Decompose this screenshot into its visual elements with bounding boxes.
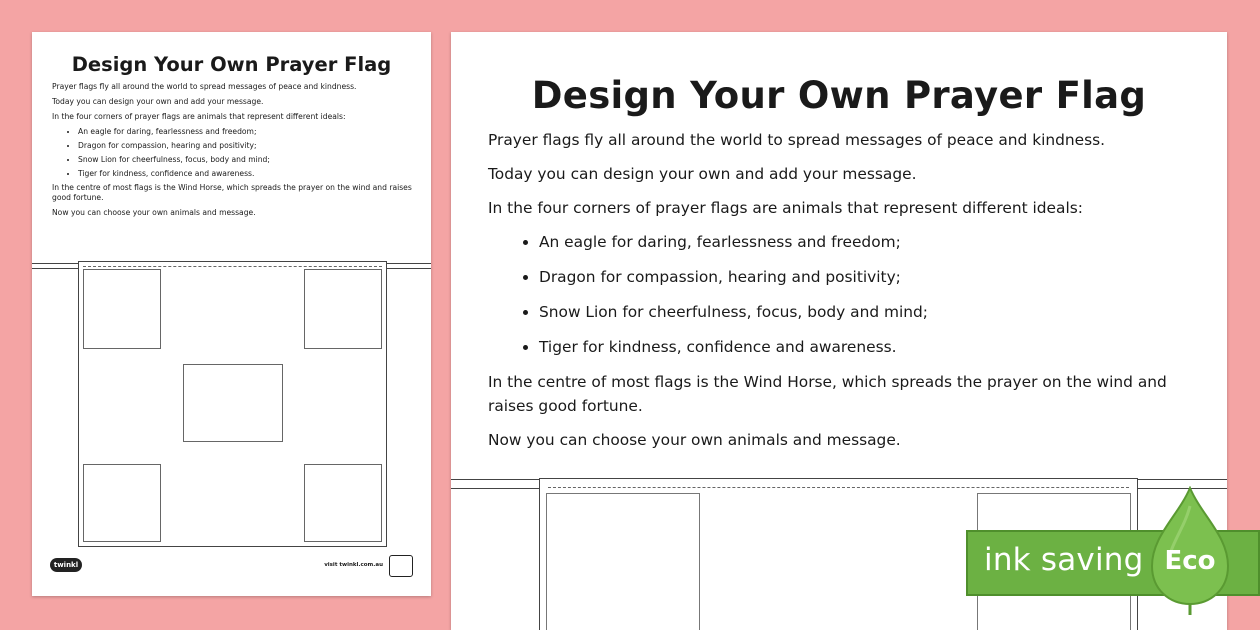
main-outro-1: In the centre of most flags is the Wind Horse, which spreads the prayer on the wind and raises good fortune. xyxy=(488,373,1167,415)
main-intro-3: In the four corners of prayer flags are animals that represent different ideals: xyxy=(488,199,1083,217)
main-corner-box-left xyxy=(546,493,700,630)
twinkl-logo: twinkl xyxy=(50,558,82,572)
thumbnail-center-box xyxy=(183,364,283,442)
main-body xyxy=(488,128,1197,462)
main-animal-list xyxy=(488,230,1197,359)
main-bullet-eagle: • An eagle for daring, fearlessness and freedom; xyxy=(539,230,1197,254)
main-title: Design Your Own Prayer Flag xyxy=(531,74,1147,117)
thumbnail-bullet-tiger: • Tiger for kindness, confidence and awareness. xyxy=(78,169,417,179)
thumbnail-outro-2: Now you can choose your own animals and message. xyxy=(52,208,256,217)
thumbnail-corner-box-top-left xyxy=(83,269,161,349)
thumbnail-outro-1: In the centre of most flags is the Wind Horse, which spreads the prayer on the wind and raises good fortune. xyxy=(52,183,412,202)
main-intro-2: Today you can design your own and add your message. xyxy=(488,165,917,183)
main-bullet-dragon: • Dragon for compassion, hearing and positivity; xyxy=(539,265,1197,289)
footer-badge-icon xyxy=(389,555,413,577)
main-outro-2: Now you can choose your own animals and message. xyxy=(488,431,901,449)
thumbnail-flag-stitch xyxy=(83,266,382,267)
thumbnail-bullet-snow-lion: • Snow Lion for cheerfulness, focus, body and mind; xyxy=(78,155,417,165)
thumbnail-body xyxy=(52,82,417,223)
thumbnail-bullet-dragon: • Dragon for compassion, hearing and positivity; xyxy=(78,141,417,151)
thumbnail-bullet-eagle: • An eagle for daring, fearlessness and freedom; xyxy=(78,127,417,137)
ink-saving-label: ink saving xyxy=(984,542,1144,578)
thumbnail-page xyxy=(32,32,431,596)
thumbnail-animal-list xyxy=(52,127,417,179)
main-intro-1: Prayer flags fly all around the world to spread messages of peace and kindness. xyxy=(488,131,1106,149)
main-bullet-snow-lion: • Snow Lion for cheerfulness, focus, body and mind; xyxy=(539,300,1197,324)
thumbnail-corner-box-top-right xyxy=(304,269,382,349)
thumbnail-intro-3: In the four corners of prayer flags are animals that represent different ideals: xyxy=(52,112,346,121)
thumbnail-corner-box-bottom-left xyxy=(83,464,161,542)
eco-tag: Eco xyxy=(1164,546,1216,576)
main-flag-stitch xyxy=(548,487,1129,488)
thumbnail-corner-box-bottom-right xyxy=(304,464,382,542)
thumbnail-title: Design Your Own Prayer Flag xyxy=(71,53,392,76)
main-bullet-tiger: • Tiger for kindness, confidence and awareness. xyxy=(539,335,1197,359)
thumbnail-intro-1: Prayer flags fly all around the world to spread messages of peace and kindness. xyxy=(52,82,357,91)
thumbnail-flag xyxy=(78,261,387,547)
thumbnail-intro-2: Today you can design your own and add your message. xyxy=(52,97,264,106)
footer-url: visit twinkl.com.au xyxy=(324,562,383,568)
